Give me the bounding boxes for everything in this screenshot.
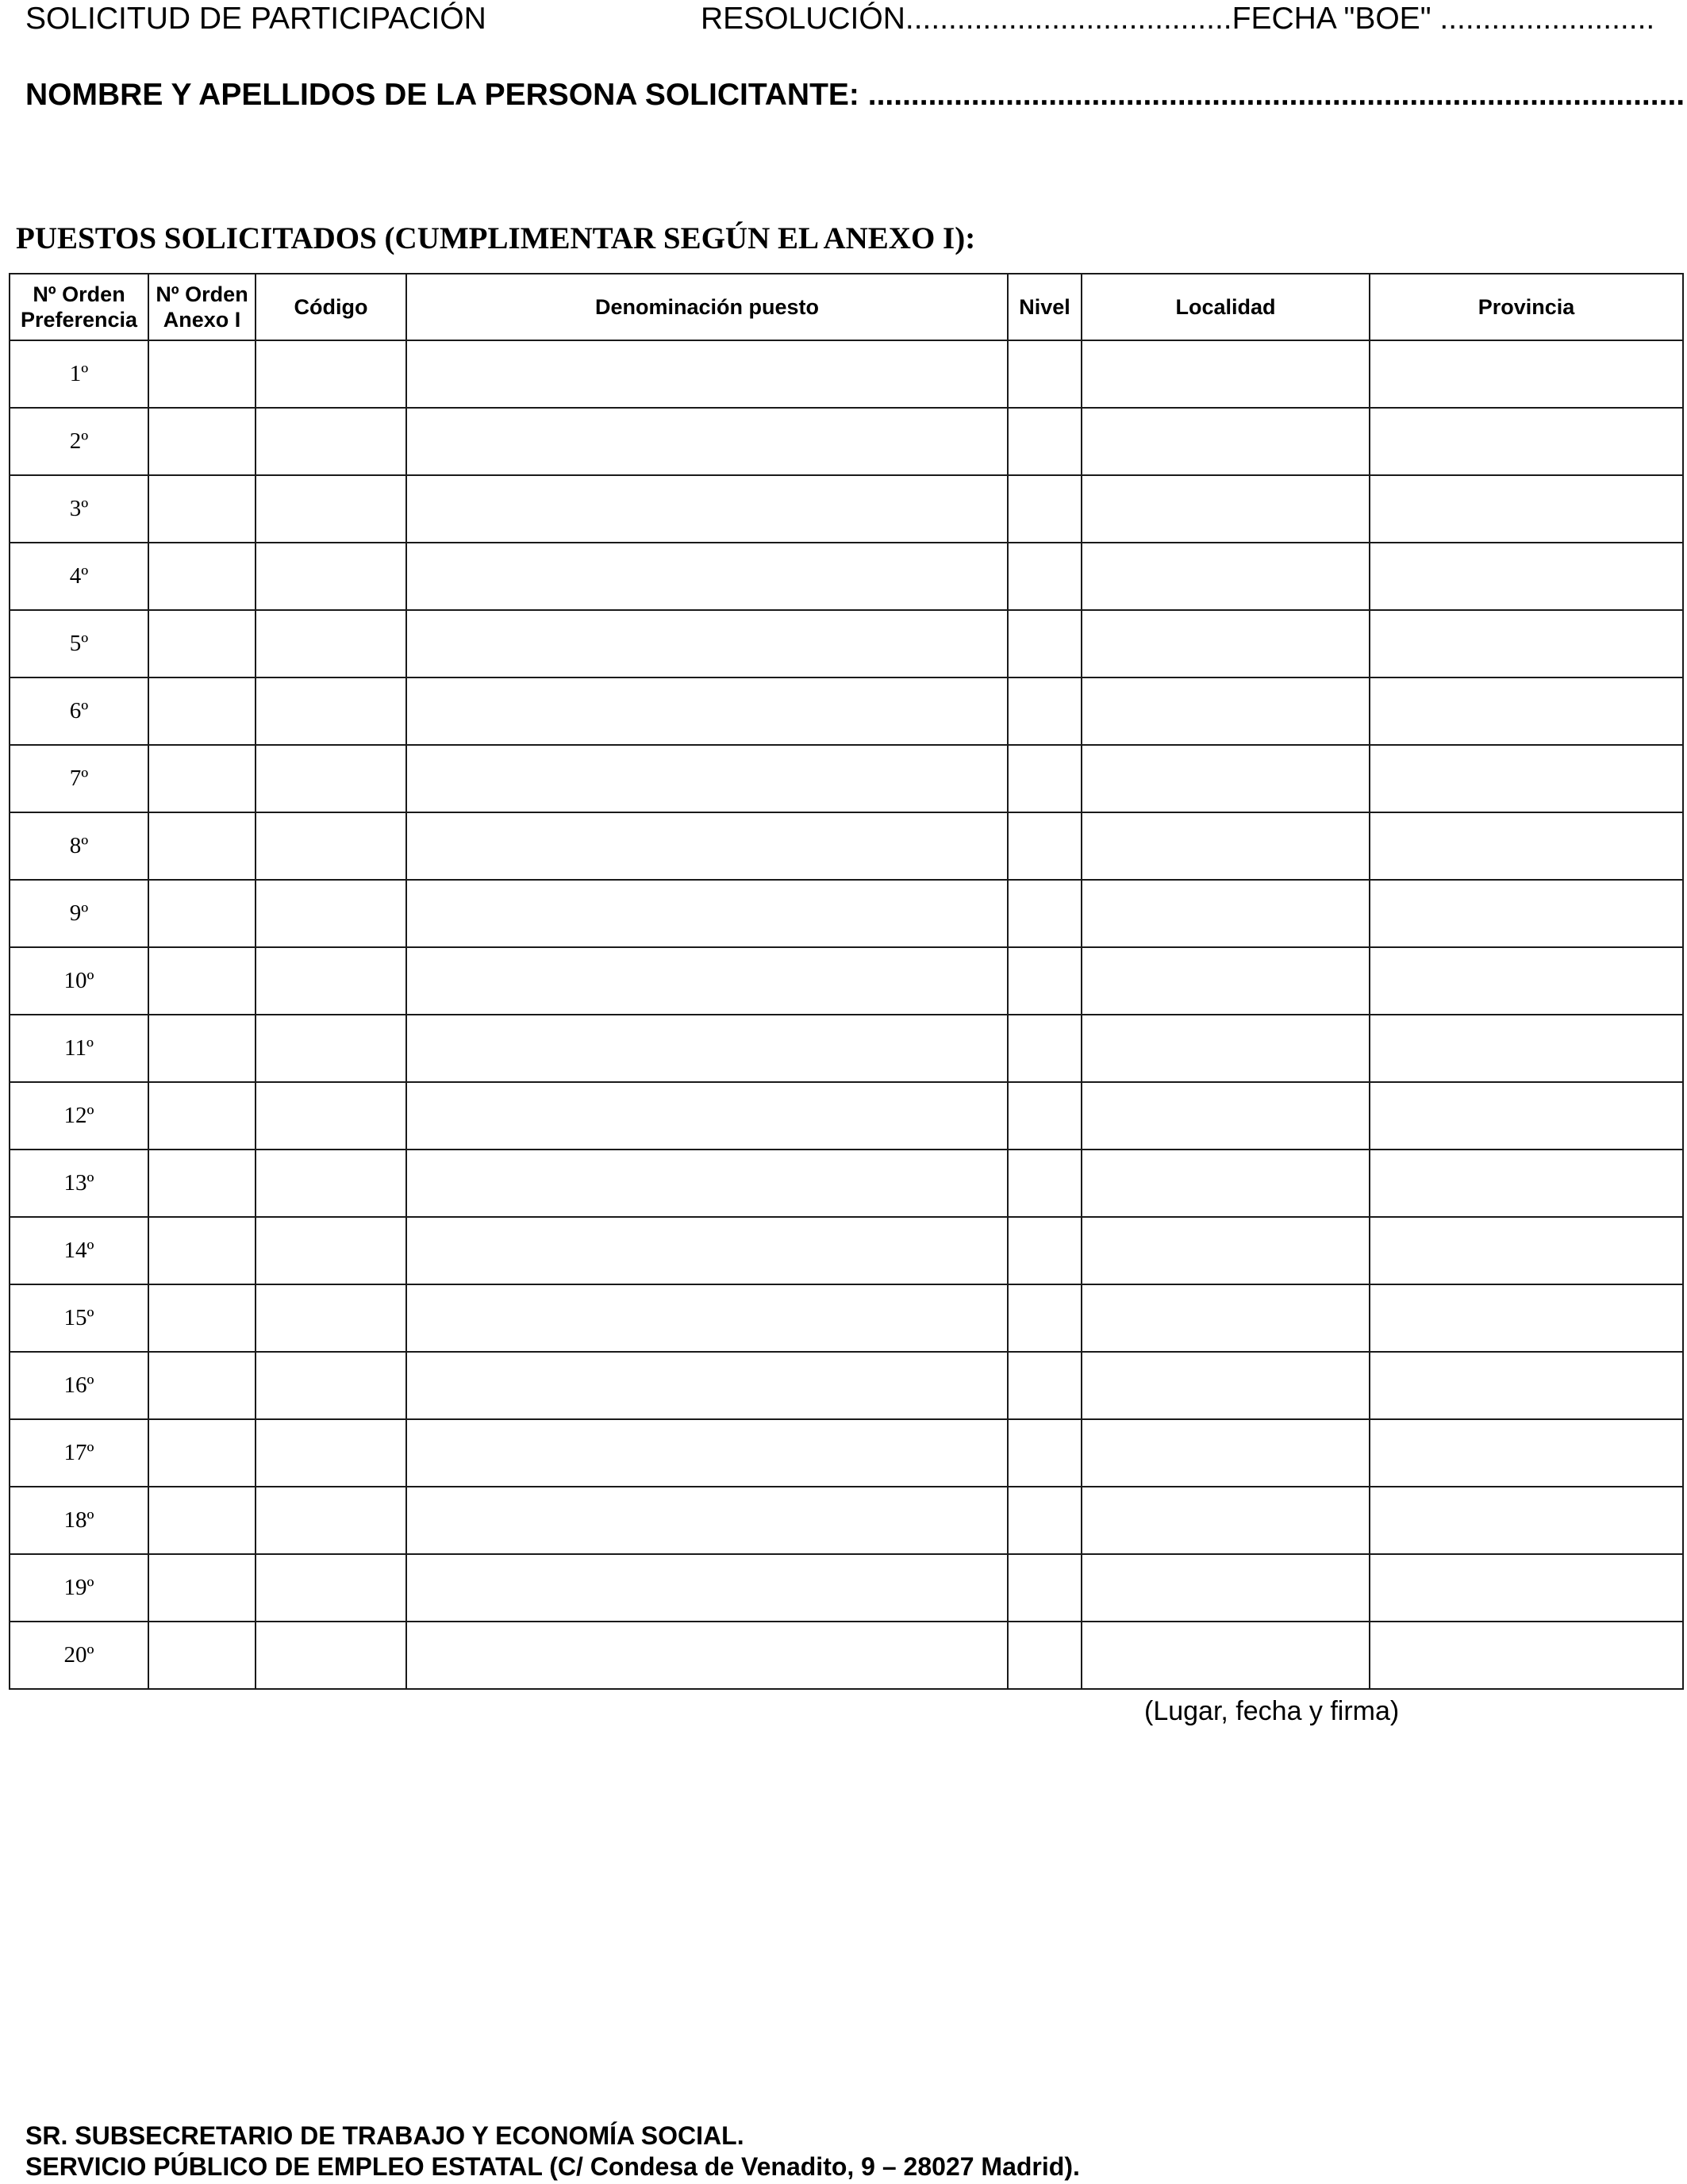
localidad-cell[interactable] bbox=[1082, 812, 1370, 880]
codigo-cell[interactable] bbox=[256, 880, 406, 947]
col-label: Denominación puesto bbox=[594, 295, 820, 319]
table-row bbox=[10, 610, 1683, 677]
codigo-cell[interactable] bbox=[256, 475, 406, 543]
provincia-cell[interactable] bbox=[1370, 475, 1683, 543]
denominacion-cell[interactable] bbox=[406, 1487, 1008, 1554]
orden-anexo-cell[interactable] bbox=[148, 947, 256, 1015]
col-label: Código bbox=[294, 295, 368, 319]
codigo-cell[interactable] bbox=[256, 947, 406, 1015]
denominacion-cell[interactable] bbox=[406, 677, 1008, 745]
codigo-cell[interactable] bbox=[256, 1015, 406, 1082]
orden-anexo-cell[interactable] bbox=[148, 543, 256, 610]
table-row bbox=[10, 1015, 1683, 1082]
table-row bbox=[10, 1352, 1683, 1419]
table-row bbox=[10, 475, 1683, 543]
denominacion-cell[interactable] bbox=[406, 1622, 1008, 1689]
table-row bbox=[10, 745, 1683, 812]
nivel-cell[interactable] bbox=[1008, 677, 1082, 745]
orden-anexo-cell[interactable] bbox=[148, 1419, 256, 1487]
orden-preferencia-cell: 17º bbox=[10, 1419, 148, 1487]
orden-anexo-cell[interactable] bbox=[148, 1015, 256, 1082]
table-row bbox=[10, 1150, 1683, 1217]
table-row bbox=[10, 812, 1683, 880]
table-row bbox=[10, 340, 1683, 408]
nivel-cell[interactable] bbox=[1008, 610, 1082, 677]
provincia-cell[interactable] bbox=[1370, 1217, 1683, 1284]
denominacion-cell[interactable] bbox=[406, 1554, 1008, 1622]
provincia-cell[interactable] bbox=[1370, 880, 1683, 947]
orden-preferencia-cell: 16º bbox=[10, 1352, 148, 1419]
provincia-cell[interactable] bbox=[1370, 1015, 1683, 1082]
localidad-cell[interactable] bbox=[1082, 677, 1370, 745]
provincia-cell[interactable] bbox=[1370, 677, 1683, 745]
codigo-cell[interactable] bbox=[256, 1284, 406, 1352]
table-row bbox=[10, 1419, 1683, 1487]
table-row bbox=[10, 677, 1683, 745]
localidad-cell[interactable] bbox=[1082, 340, 1370, 408]
localidad-cell[interactable] bbox=[1082, 745, 1370, 812]
col-header-denominacion bbox=[406, 274, 1008, 340]
codigo-cell[interactable] bbox=[256, 610, 406, 677]
nivel-cell[interactable] bbox=[1008, 812, 1082, 880]
positions-table bbox=[9, 273, 1684, 1690]
codigo-cell[interactable] bbox=[256, 745, 406, 812]
localidad-cell[interactable] bbox=[1082, 1419, 1370, 1487]
orden-preferencia-cell: 7º bbox=[10, 745, 148, 812]
applicant-name-field[interactable]: NOMBRE Y APELLIDOS DE LA PERSONA SOLICITANTE: ............................................................................................... bbox=[25, 78, 1685, 112]
orden-preferencia-cell: 2º bbox=[10, 408, 148, 475]
orden-preferencia-cell: 18º bbox=[10, 1487, 148, 1554]
localidad-cell[interactable] bbox=[1082, 1284, 1370, 1352]
localidad-cell[interactable] bbox=[1082, 408, 1370, 475]
localidad-cell[interactable] bbox=[1082, 610, 1370, 677]
localidad-cell[interactable] bbox=[1082, 475, 1370, 543]
orden-preferencia-cell: 5º bbox=[10, 610, 148, 677]
denominacion-cell[interactable] bbox=[406, 1419, 1008, 1487]
codigo-cell[interactable] bbox=[256, 1352, 406, 1419]
orden-anexo-cell[interactable] bbox=[148, 677, 256, 745]
table-row bbox=[10, 1554, 1683, 1622]
orden-preferencia-cell: 1º bbox=[10, 340, 148, 408]
nivel-cell[interactable] bbox=[1008, 340, 1082, 408]
nivel-cell[interactable] bbox=[1008, 475, 1082, 543]
localidad-cell[interactable] bbox=[1082, 1015, 1370, 1082]
denominacion-cell[interactable] bbox=[406, 880, 1008, 947]
nivel-cell[interactable] bbox=[1008, 1487, 1082, 1554]
provincia-cell[interactable] bbox=[1370, 745, 1683, 812]
denominacion-cell[interactable] bbox=[406, 745, 1008, 812]
nivel-cell[interactable] bbox=[1008, 1622, 1082, 1689]
nivel-cell[interactable] bbox=[1008, 543, 1082, 610]
orden-preferencia-cell: 11º bbox=[10, 1015, 148, 1082]
localidad-cell[interactable] bbox=[1082, 1622, 1370, 1689]
orden-anexo-cell[interactable] bbox=[148, 1487, 256, 1554]
orden-anexo-cell[interactable] bbox=[148, 1284, 256, 1352]
orden-preferencia-cell: 10º bbox=[10, 947, 148, 1015]
denominacion-cell[interactable] bbox=[406, 1352, 1008, 1419]
codigo-cell[interactable] bbox=[256, 1217, 406, 1284]
orden-anexo-cell[interactable] bbox=[148, 745, 256, 812]
col-header-nivel bbox=[1008, 274, 1082, 340]
provincia-cell[interactable] bbox=[1370, 1622, 1683, 1689]
orden-anexo-cell[interactable] bbox=[148, 880, 256, 947]
table-row bbox=[10, 947, 1683, 1015]
nivel-cell[interactable] bbox=[1008, 745, 1082, 812]
denominacion-cell[interactable] bbox=[406, 408, 1008, 475]
denominacion-cell[interactable] bbox=[406, 475, 1008, 543]
provincia-cell[interactable] bbox=[1370, 543, 1683, 610]
localidad-cell[interactable] bbox=[1082, 947, 1370, 1015]
provincia-cell[interactable] bbox=[1370, 1554, 1683, 1622]
orden-preferencia-cell: 19º bbox=[10, 1554, 148, 1622]
nivel-cell[interactable] bbox=[1008, 1284, 1082, 1352]
orden-anexo-cell[interactable] bbox=[148, 1622, 256, 1689]
nivel-cell[interactable] bbox=[1008, 1150, 1082, 1217]
orden-preferencia-cell: 4º bbox=[10, 543, 148, 610]
footer-address: SERVICIO PÚBLICO DE EMPLEO ESTATAL (C/ Condesa de Venadito, 9 – 28027 Madrid). bbox=[25, 2152, 1080, 2181]
footer-addressee: SR. SUBSECRETARIO DE TRABAJO Y ECONOMÍA SOCIAL. bbox=[25, 2121, 744, 2150]
localidad-cell[interactable] bbox=[1082, 543, 1370, 610]
nivel-cell[interactable] bbox=[1008, 1217, 1082, 1284]
orden-preferencia-cell: 12º bbox=[10, 1082, 148, 1150]
localidad-cell[interactable] bbox=[1082, 1352, 1370, 1419]
localidad-cell[interactable] bbox=[1082, 880, 1370, 947]
codigo-cell[interactable] bbox=[256, 812, 406, 880]
table-row bbox=[10, 408, 1683, 475]
table-row bbox=[10, 543, 1683, 610]
localidad-cell[interactable] bbox=[1082, 1217, 1370, 1284]
localidad-cell[interactable] bbox=[1082, 1554, 1370, 1622]
col-label: Nº Orden Anexo I bbox=[156, 282, 248, 332]
provincia-cell[interactable] bbox=[1370, 1487, 1683, 1554]
table-header-row bbox=[10, 274, 1683, 340]
codigo-cell[interactable] bbox=[256, 1419, 406, 1487]
denominacion-cell[interactable] bbox=[406, 543, 1008, 610]
provincia-cell[interactable] bbox=[1370, 340, 1683, 408]
denominacion-cell[interactable] bbox=[406, 1150, 1008, 1217]
provincia-cell[interactable] bbox=[1370, 1284, 1683, 1352]
col-label: Localidad bbox=[1175, 295, 1276, 319]
codigo-cell[interactable] bbox=[256, 408, 406, 475]
nivel-cell[interactable] bbox=[1008, 1352, 1082, 1419]
table-row bbox=[10, 1284, 1683, 1352]
codigo-cell[interactable] bbox=[256, 1150, 406, 1217]
orden-anexo-cell[interactable] bbox=[148, 812, 256, 880]
orden-preferencia-cell: 20º bbox=[10, 1622, 148, 1689]
orden-anexo-cell[interactable] bbox=[148, 475, 256, 543]
orden-anexo-cell[interactable] bbox=[148, 1352, 256, 1419]
orden-preferencia-cell: 9º bbox=[10, 880, 148, 947]
denominacion-cell[interactable] bbox=[406, 1217, 1008, 1284]
orden-anexo-cell[interactable] bbox=[148, 1554, 256, 1622]
nivel-cell[interactable] bbox=[1008, 880, 1082, 947]
denominacion-cell[interactable] bbox=[406, 340, 1008, 408]
denominacion-cell[interactable] bbox=[406, 947, 1008, 1015]
denominacion-cell[interactable] bbox=[406, 1082, 1008, 1150]
col-header-localidad bbox=[1082, 274, 1370, 340]
nivel-cell[interactable] bbox=[1008, 1554, 1082, 1622]
orden-preferencia-cell: 8º bbox=[10, 812, 148, 880]
section-title: PUESTOS SOLICITADOS (CUMPLIMENTAR SEGÚN EL ANEXO I): bbox=[16, 221, 976, 255]
provincia-cell[interactable] bbox=[1370, 1150, 1683, 1217]
orden-preferencia-cell: 6º bbox=[10, 677, 148, 745]
codigo-cell[interactable] bbox=[256, 677, 406, 745]
signature-note: (Lugar, fecha y firma) bbox=[1144, 1696, 1400, 1726]
col-label: Provincia bbox=[1478, 295, 1575, 319]
denominacion-cell[interactable] bbox=[406, 1284, 1008, 1352]
nivel-cell[interactable] bbox=[1008, 1015, 1082, 1082]
orden-preferencia-cell: 3º bbox=[10, 475, 148, 543]
nivel-cell[interactable] bbox=[1008, 947, 1082, 1015]
denominacion-cell[interactable] bbox=[406, 1015, 1008, 1082]
codigo-cell[interactable] bbox=[256, 1622, 406, 1689]
orden-anexo-cell[interactable] bbox=[148, 1082, 256, 1150]
denominacion-cell[interactable] bbox=[406, 610, 1008, 677]
provincia-cell[interactable] bbox=[1370, 610, 1683, 677]
col-label: Nº Orden Preferencia bbox=[20, 282, 138, 332]
provincia-cell[interactable] bbox=[1370, 1082, 1683, 1150]
nivel-cell[interactable] bbox=[1008, 1082, 1082, 1150]
table-row bbox=[10, 880, 1683, 947]
codigo-cell[interactable] bbox=[256, 340, 406, 408]
nivel-cell[interactable] bbox=[1008, 1419, 1082, 1487]
col-header-provincia bbox=[1370, 274, 1683, 340]
provincia-cell[interactable] bbox=[1370, 1419, 1683, 1487]
orden-preferencia-cell: 14º bbox=[10, 1217, 148, 1284]
orden-anexo-cell[interactable] bbox=[148, 1150, 256, 1217]
provincia-cell[interactable] bbox=[1370, 408, 1683, 475]
localidad-cell[interactable] bbox=[1082, 1487, 1370, 1554]
orden-anexo-cell[interactable] bbox=[148, 610, 256, 677]
col-header-codigo bbox=[256, 274, 406, 340]
form-title: SOLICITUD DE PARTICIPACIÓN bbox=[25, 2, 486, 36]
col-header-orden-preferencia bbox=[10, 274, 148, 340]
table-row bbox=[10, 1487, 1683, 1554]
orden-anexo-cell[interactable] bbox=[148, 408, 256, 475]
codigo-cell[interactable] bbox=[256, 1487, 406, 1554]
codigo-cell[interactable] bbox=[256, 1082, 406, 1150]
col-label: Nivel bbox=[1019, 295, 1070, 319]
orden-preferencia-cell: 15º bbox=[10, 1284, 148, 1352]
table-row bbox=[10, 1082, 1683, 1150]
table-row bbox=[10, 1622, 1683, 1689]
table-body bbox=[10, 340, 1683, 1689]
denominacion-cell[interactable] bbox=[406, 812, 1008, 880]
provincia-cell[interactable] bbox=[1370, 947, 1683, 1015]
nivel-cell[interactable] bbox=[1008, 408, 1082, 475]
resolution-date-field[interactable]: RESOLUCIÓN......................................FECHA "BOE" ......................... bbox=[701, 2, 1655, 36]
codigo-cell[interactable] bbox=[256, 1554, 406, 1622]
orden-anexo-cell[interactable] bbox=[148, 1217, 256, 1284]
orden-anexo-cell[interactable] bbox=[148, 340, 256, 408]
provincia-cell[interactable] bbox=[1370, 1352, 1683, 1419]
table-row bbox=[10, 1217, 1683, 1284]
localidad-cell[interactable] bbox=[1082, 1150, 1370, 1217]
localidad-cell[interactable] bbox=[1082, 1082, 1370, 1150]
col-header-orden-anexo bbox=[148, 274, 256, 340]
provincia-cell[interactable] bbox=[1370, 812, 1683, 880]
orden-preferencia-cell: 13º bbox=[10, 1150, 148, 1217]
codigo-cell[interactable] bbox=[256, 543, 406, 610]
